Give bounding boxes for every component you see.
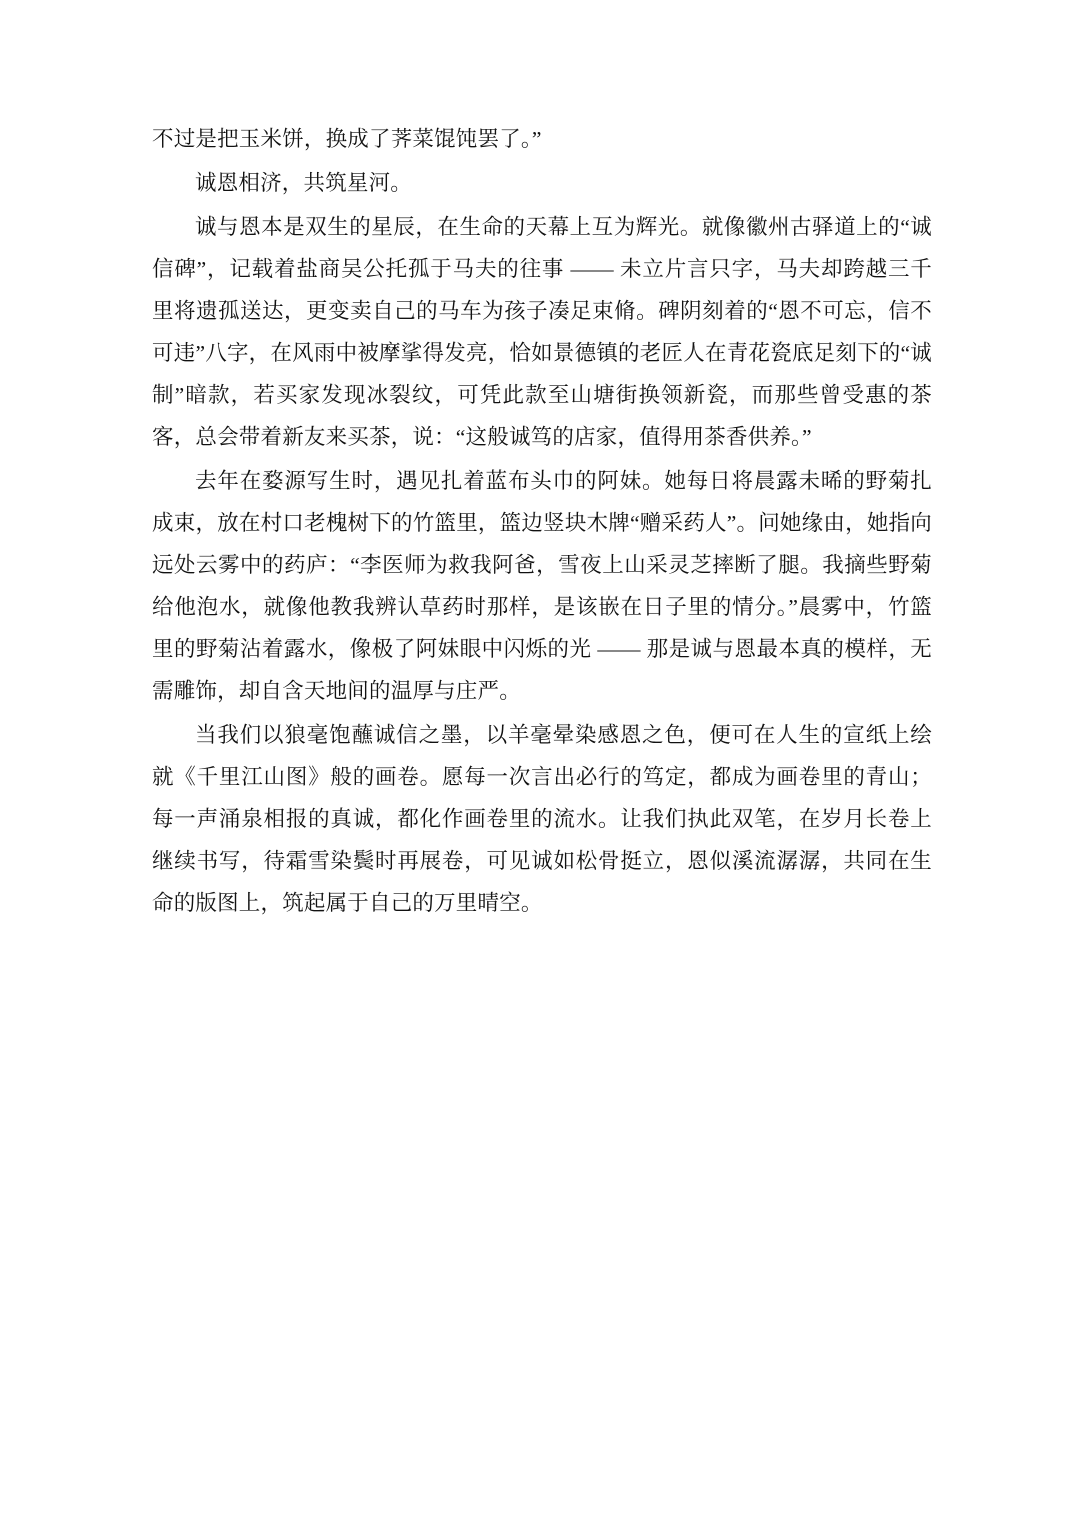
paragraph-body-3: 当我们以狼毫饱蘸诚信之墨，以羊毫晕染感恩之色，便可在人生的宣纸上绘就《千里江山图》般的画卷。愿每一次言出必行的笃定，都成为画卷里的青山；每一声涌泉相报的真诚，都化作画卷里的流水。让我们执此双笔，在岁月长卷上继续书写，待霜雪染鬓时再展卷，可见诚如松骨挺立，恩似溪流潺潺，共同在生命的版图上，筑起属于自己的万里晴空。	[152, 723, 932, 915]
paragraph-continuation: 不过是把玉米饼，换成了荠菜馄饨罢了。”	[152, 127, 542, 151]
paragraph-body-1: 诚与恩本是双生的星辰，在生命的天幕上互为辉光。就像徽州古驿道上的“诚信碑”，记载着盐商吴公托孤于马夫的往事 —— 未立片言只字，马夫却跨越三千里将遗孤送达，更变卖自己的马车为孩子凑足束脩。碑阴刻着的“恩不可忘，信不可违”八字，在风雨中被摩挲得发亮，恰如景德镇的老匠人在青花瓷底足刻下的“诚制”暗款，若买家发现冰裂纹，可凭此款至山塘街换领新瓷，而那些曾受惠的茶客，总会带着新友来买茶，说：“这般诚笃的店家，值得用茶香供养。”	[152, 215, 932, 449]
text-column	[152, 118, 932, 926]
paragraph-body-2: 去年在婺源写生时，遇见扎着蓝布头巾的阿妹。她每日将晨露未晞的野菊扎成束，放在村口老槐树下的竹篮里，篮边竖块木牌“赠采药人”。问她缘由，她指向远处云雾中的药庐：“李医师为救我阿爸，雪夜上山采灵芝摔断了腿。我摘些野菊给他泡水，就像他教我辨认草药时那样，是该嵌在日子里的情分。”晨雾中，竹篮里的野菊沾着露水，像极了阿妹眼中闪烁的光 —— 那是诚与恩最本真的模样，无需雕饰，却自含天地间的温厚与庄严。	[152, 469, 932, 703]
paragraph-section-title: 诚恩相济，共筑星河。	[195, 171, 413, 195]
